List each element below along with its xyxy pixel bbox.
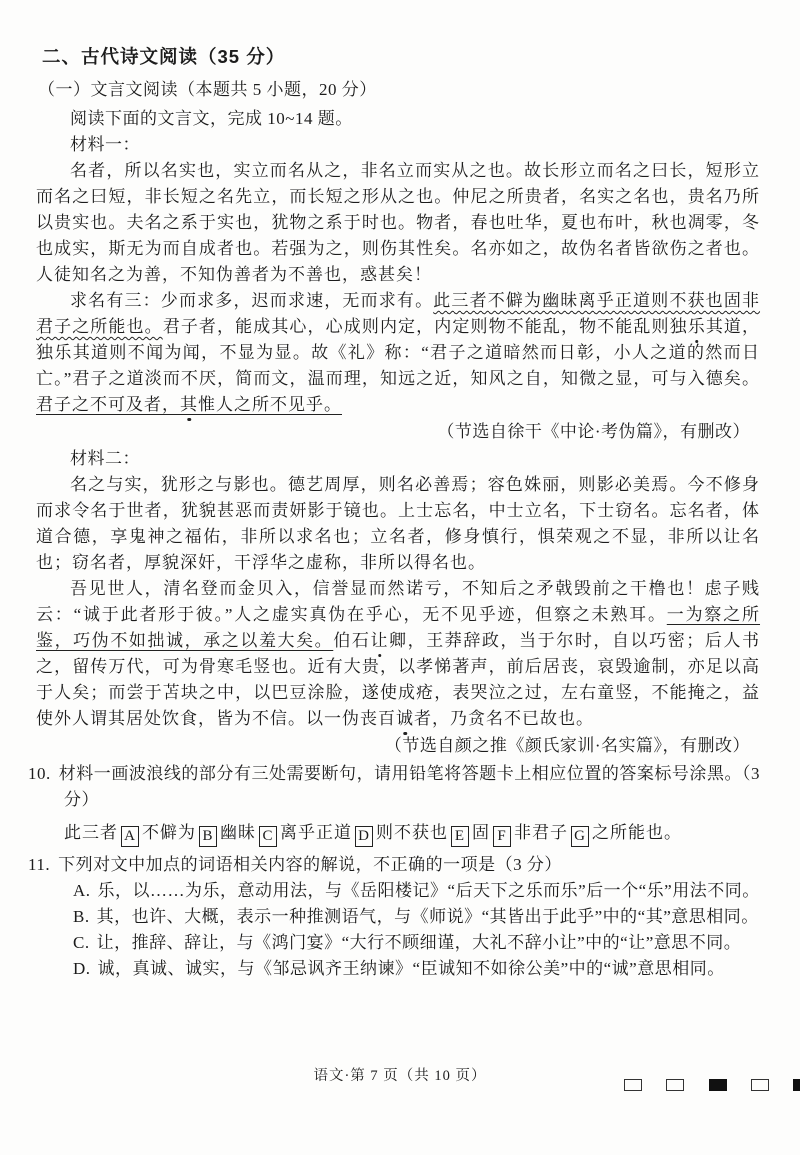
option-D-text: 诚，真诚、诚实，与《邹忌讽齐王纳谏》“臣诚知不如徐公美”中的“诚”意思相同。 — [97, 959, 725, 978]
question-11-stem: 下列对文中加点的词语相关内容的解说，不正确的一项是（3 分） — [58, 855, 562, 874]
registration-mark-5 — [793, 1079, 800, 1091]
option-B-text: 其，也许、大概，表示一种推测语气，与《师说》“其皆出于此乎”中的“其”意思相同。 — [96, 907, 759, 926]
option-B-label: B. — [73, 907, 90, 926]
material2-paragraph-1 — [36, 472, 760, 576]
emphasis-dot-char-cheng: 诚 — [396, 709, 414, 728]
option-D-label: D. — [73, 959, 91, 978]
instruction-line: 阅读下面的文言文，完成 10~14 题。 — [70, 109, 353, 128]
emphasis-dot-char-rang: 让 — [370, 631, 390, 650]
option-C-label: C. — [73, 933, 90, 952]
material2-p2-seg3: 卿，王莽辞政，当于尔时，自以巧密；后人书之，留传万代，可为骨寒毛竖也。近有大贵，以孝悌著声，前后居丧，哀毁逾制，亦足以高于人矣；而尝于苫块之中，以巴豆涂脸，遂使成疮，表哭泣之过，左右童竖，不能掩之，益使外人谓其居处饮食，皆为不信。以一伪丧百 — [36, 631, 761, 728]
registration-mark-4 — [751, 1079, 769, 1091]
answer-box-C: C — [259, 826, 277, 847]
material2-source: （节选自颜之推《颜氏家训·名实篇》，有删改） — [384, 736, 750, 755]
question-11-number: 11. — [28, 855, 51, 874]
option-A-label: A. — [73, 881, 91, 900]
registration-mark-2 — [666, 1079, 684, 1091]
option-C — [73, 930, 760, 956]
straight-underlined-text-1b: 惟人之所不见乎。 — [198, 395, 342, 414]
sb-seg-0: 此三者 — [64, 823, 118, 842]
option-A — [73, 878, 760, 904]
option-B — [73, 904, 760, 930]
sb-seg-5: 固 — [472, 823, 490, 842]
question-10-number: 10. — [28, 764, 51, 783]
question-10-text: 材料一画波浪线的部分有三处需要断句，请用铅笔将答题卡上相应位置的答案标号涂黑。（3 分） — [58, 764, 760, 809]
section-title: 二、古代诗文阅读（35 分） — [42, 46, 286, 67]
material1-paragraph-1 — [36, 158, 760, 288]
sb-seg-7: 之所能也。 — [592, 823, 682, 842]
material1-p2-seg2: 君子者，能成其心，心成则内定，内定则物不能乱，物不能乱则独 — [162, 317, 688, 336]
material1-p2-seg1: 求名有三：少而求多，迟而求速，无而求有。 — [70, 291, 434, 310]
material1-label: 材料一： — [70, 135, 140, 154]
material2-p2-seg2: 伯石 — [333, 631, 371, 650]
question-11-options — [73, 878, 760, 982]
wavy-underlined-text: 此三者不僻为幽昧离乎正道则不获也固非君子之所能也。 — [36, 291, 761, 336]
question-10 — [28, 761, 760, 813]
registration-mark-3 — [709, 1079, 727, 1091]
page-footer: 语文·第 7 页（共 10 页） — [313, 1068, 487, 1084]
subsection-title: （一）文言文阅读（本题共 5 小题，20 分） — [38, 80, 377, 99]
sb-seg-6: 非君子 — [514, 823, 568, 842]
sentence-break-line — [64, 818, 760, 848]
material2-label: 材料二： — [70, 449, 140, 468]
material1-paragraph-2 — [36, 288, 760, 418]
answer-box-D: D — [355, 826, 373, 847]
straight-underlined-text-1a: 君子之不可及者， — [36, 395, 180, 414]
answer-box-F: F — [493, 826, 511, 847]
material2-p2-seg1: 吾见世人，清名登而金贝入，信誉显而然诺亏，不知后之矛戟毁前之干橹也！虑子贱云：“诚于此者形于彼。”人之虚实真伪在乎心，无不见乎迹，但察之未熟耳。 — [36, 579, 760, 624]
material2-p1-text: 名之与实，犹形之与影也。德艺周厚，则名必善焉；容色姝丽，则影必美焉。今不修身而求令名于世者，犹貌甚恶而责妍影于镜也。上士忘名，中士立名，下士窃名。忘名者，体道合德，享鬼神之福佑，非所以求名也；立名者，修身慎行，惧荣观之不显，非所以让名也；窃名者，厚貌深奸，干浮华之虚称，非所以得名也。 — [36, 475, 760, 572]
registration-mark-1 — [624, 1079, 642, 1091]
question-11 — [28, 852, 760, 878]
straight-underlined-text-2: 一为察之所鉴，巧伪不如拙诚，承之以羞大矣。 — [36, 605, 761, 650]
material1-source: （节选自徐干《中论·考伪篇》，有删改） — [437, 422, 750, 441]
answer-box-B: B — [199, 826, 217, 847]
emphasis-dot-char-qi: 其 — [180, 395, 198, 414]
registration-marks — [604, 1071, 800, 1097]
option-C-text: 让，推辞、辞让，与《鸿门宴》“大行不顾细谨，大礼不辞小让”中的“让”意思不同。 — [96, 933, 742, 952]
answer-box-E: E — [451, 826, 469, 847]
answer-box-G: G — [571, 826, 589, 847]
sb-seg-4: 则不获也 — [376, 823, 448, 842]
material1-p2-seg3: 其道，独乐其道则不闻为闻，不显为显。故《礼》称：“君子之道暗然而日彰，小人之道的然而日亡。”君子之道淡而不厌，简而文，温而理，知远之近，知风之自，知微之显，可与入德矣。 — [36, 317, 761, 388]
material2-p2-seg4: 者，乃贪名不已故也。 — [414, 709, 594, 728]
option-A-text: 乐，以……为乐，意动用法，与《岳阳楼记》“后天下之乐而乐”后一个“乐”用法不同。 — [97, 881, 760, 900]
emphasis-dot-char-le: 乐 — [687, 317, 706, 336]
material2-paragraph-2 — [36, 576, 760, 732]
option-D — [73, 956, 760, 982]
sb-seg-1: 不僻为 — [142, 823, 196, 842]
sb-seg-2: 幽昧 — [220, 823, 256, 842]
material1-p1-text: 名者，所以名实也，实立而名从之，非名立而实从之也。故长形立而名之曰长，短形立而名之曰短，非长短之名先立，而长短之形从之也。仲尼之所贵者，名实之名也，贵名乃所以贵实也。夫名之系于实也，犹物之系于时也。物者，春也吐华，夏也布叶，秋也凋零，冬也成实，斯无为而自成者也。若强为之，则伤其性矣。名亦如之，故伪名者皆欲伤之者也。人徒知名之为善，不知伪善者为不善也，惑甚矣！ — [36, 161, 760, 284]
sb-seg-3: 离乎正道 — [280, 823, 352, 842]
answer-box-A: A — [121, 826, 139, 847]
